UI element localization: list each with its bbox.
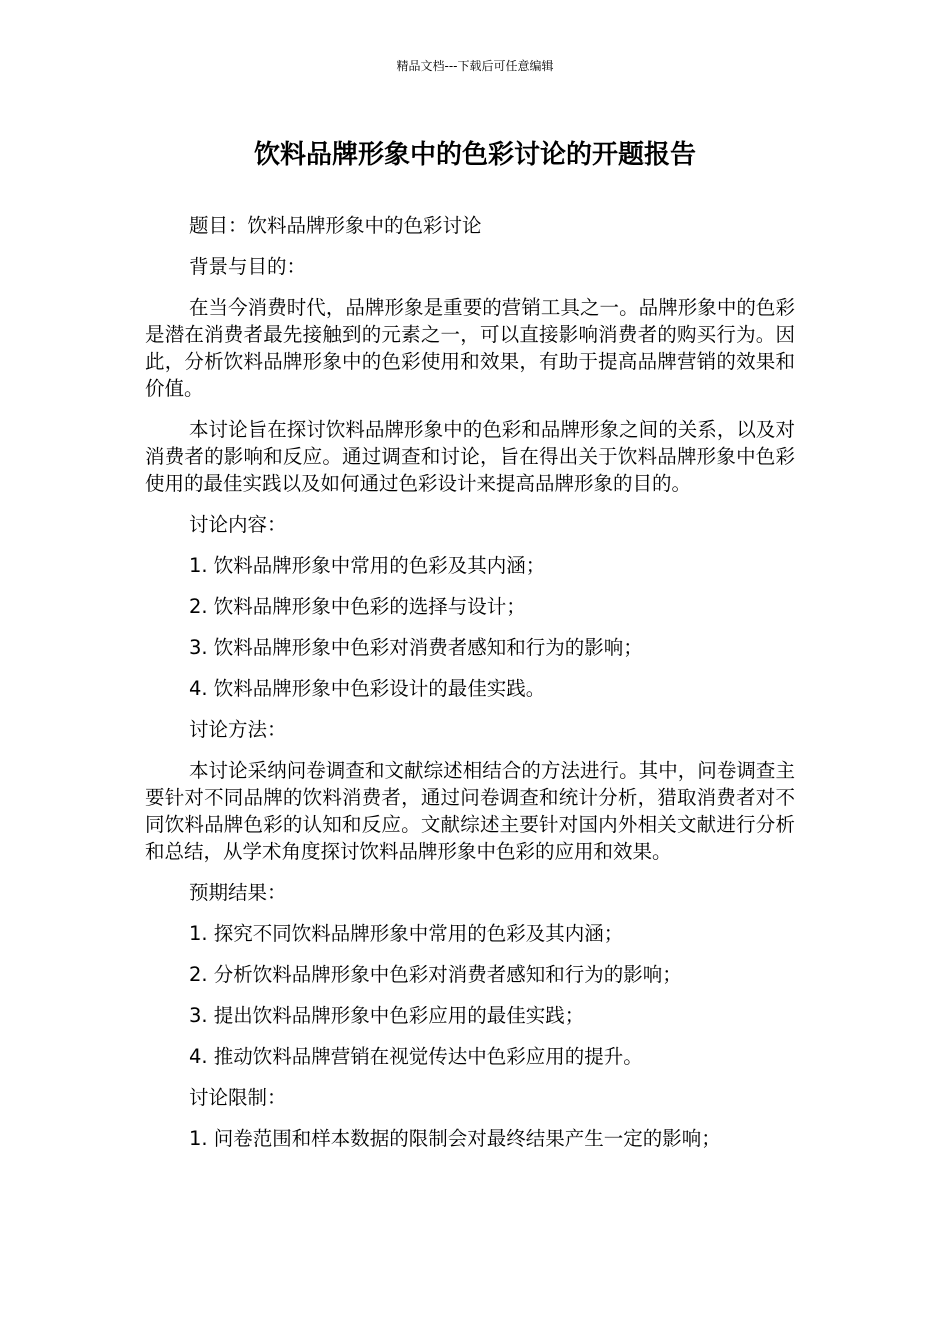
background-paragraph-1: 在当今消费时代，品牌形象是重要的营销工具之一。品牌形象中的色彩是潜在消费者最先接触到的元素之一，可以直接影响消费者的购买行为。因此，分析饮料品牌形象中的色彩使用和效果，有助于提高品牌营销的效果和价值。 xyxy=(145,296,795,400)
content-heading: 讨论内容： xyxy=(189,513,287,536)
topic-line: 题目：饮料品牌形象中的色彩讨论 xyxy=(189,214,482,237)
results-heading: 预期结果： xyxy=(189,881,287,904)
results-item-4: 4. 推动饮料品牌营销在视觉传达中色彩应用的提升。 xyxy=(189,1045,643,1068)
background-heading: 背景与目的： xyxy=(189,255,307,278)
document-body xyxy=(145,212,795,1166)
results-item-2: 2. 分析饮料品牌形象中色彩对消费者感知和行为的影响； xyxy=(189,963,682,986)
results-item-3: 3. 提出饮料品牌形象中色彩应用的最佳实践； xyxy=(189,1004,585,1027)
limits-heading: 讨论限制： xyxy=(189,1086,287,1109)
content-item-1: 1. 饮料品牌形象中常用的色彩及其内涵； xyxy=(189,554,546,577)
content-item-4: 4. 饮料品牌形象中色彩设计的最佳实践。 xyxy=(189,677,546,700)
limits-item-1: 1. 问卷范围和样本数据的限制会对最终结果产生一定的影响； xyxy=(189,1127,721,1150)
document-title: 饮料品牌形象中的色彩讨论的开题报告 xyxy=(253,140,696,170)
method-paragraph: 本讨论采纳问卷调查和文献综述相结合的方法进行。其中，问卷调查主要针对不同品牌的饮料消费者，通过问卷调查和统计分析，猎取消费者对不同饮料品牌色彩的认知和反应。文献综述主要针对国内外相关文献进行分析和总结，从学术角度探讨饮料品牌形象中色彩的应用和效果。 xyxy=(145,759,795,863)
results-item-1: 1. 探究不同饮料品牌形象中常用的色彩及其内涵； xyxy=(189,922,624,945)
content-item-3: 3. 饮料品牌形象中色彩对消费者感知和行为的影响； xyxy=(189,636,643,659)
method-heading: 讨论方法： xyxy=(189,718,287,741)
background-paragraph-2: 本讨论旨在探讨饮料品牌形象中的色彩和品牌形象之间的关系，以及对消费者的影响和反应。通过调查和讨论，旨在得出关于饮料品牌形象中色彩使用的最佳实践以及如何通过色彩设计来提高品牌形象的目的。 xyxy=(145,418,795,495)
header-note: 精品文档---下载后可任意编辑 xyxy=(396,59,554,73)
content-item-2: 2. 饮料品牌形象中色彩的选择与设计； xyxy=(189,595,526,618)
